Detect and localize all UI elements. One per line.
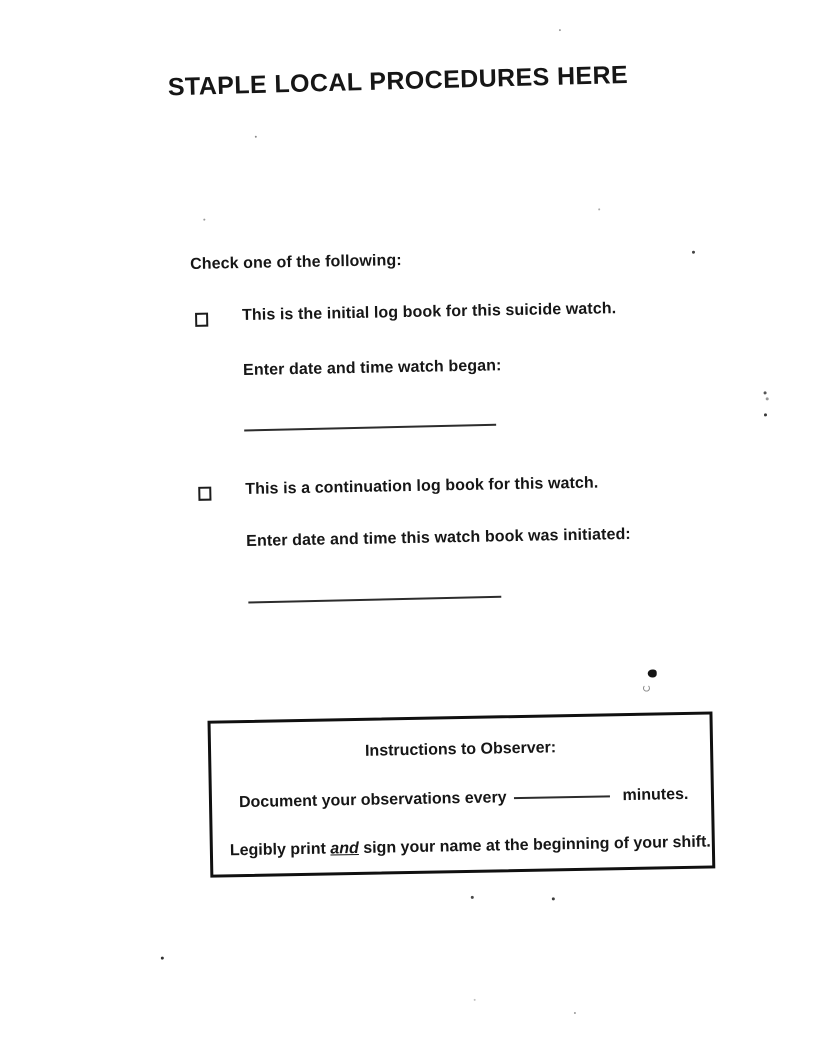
scan-speckle <box>552 897 555 900</box>
signature-text-suffix: sign your name at the beginning of your shift. <box>363 833 711 857</box>
scan-speckle <box>574 1012 576 1014</box>
ink-blot-tail <box>643 685 650 692</box>
signature-text-prefix: Legibly print <box>229 840 327 860</box>
frequency-sentence <box>239 786 689 812</box>
date-write-line-continuation[interactable] <box>248 596 501 604</box>
scan-speckle <box>764 391 767 394</box>
ink-blot <box>648 669 657 677</box>
signature-text-emphasis: and <box>330 839 359 858</box>
scan-speckle <box>474 999 476 1001</box>
frequency-blank-line[interactable] <box>514 795 610 799</box>
observer-instructions-box <box>208 711 716 877</box>
date-write-line-initial[interactable] <box>244 424 496 432</box>
checkbox-initial-log[interactable] <box>195 313 208 327</box>
scan-speckle <box>764 413 767 416</box>
date-instruction-initial: Enter date and time watch began: <box>242 357 502 379</box>
scan-speckle <box>471 896 474 899</box>
scan-speckle <box>692 251 695 254</box>
scan-speckle <box>161 957 164 960</box>
frequency-text-after: minutes. <box>622 785 689 805</box>
page-title: STAPLE LOCAL PROCEDURES HERE <box>167 60 629 102</box>
scan-speckle <box>255 136 257 138</box>
scan-speckle <box>766 397 769 400</box>
signature-sentence <box>230 833 711 860</box>
scan-speckle <box>203 219 205 221</box>
frequency-text-before: Document your observations every <box>238 789 507 812</box>
scan-speckle <box>598 208 600 210</box>
date-instruction-continuation: Enter date and time this watch book was initiated: <box>246 525 631 550</box>
option-label-continuation-log: This is a continuation log book for this watch. <box>245 474 599 498</box>
observer-box-heading: Instructions to Observer: <box>364 739 557 760</box>
option-label-initial-log: This is the initial log book for this suicide watch. <box>241 300 617 324</box>
scan-speckle <box>559 29 561 31</box>
check-prompt: Check one of the following: <box>189 252 402 273</box>
checkbox-continuation-log[interactable] <box>198 487 211 501</box>
